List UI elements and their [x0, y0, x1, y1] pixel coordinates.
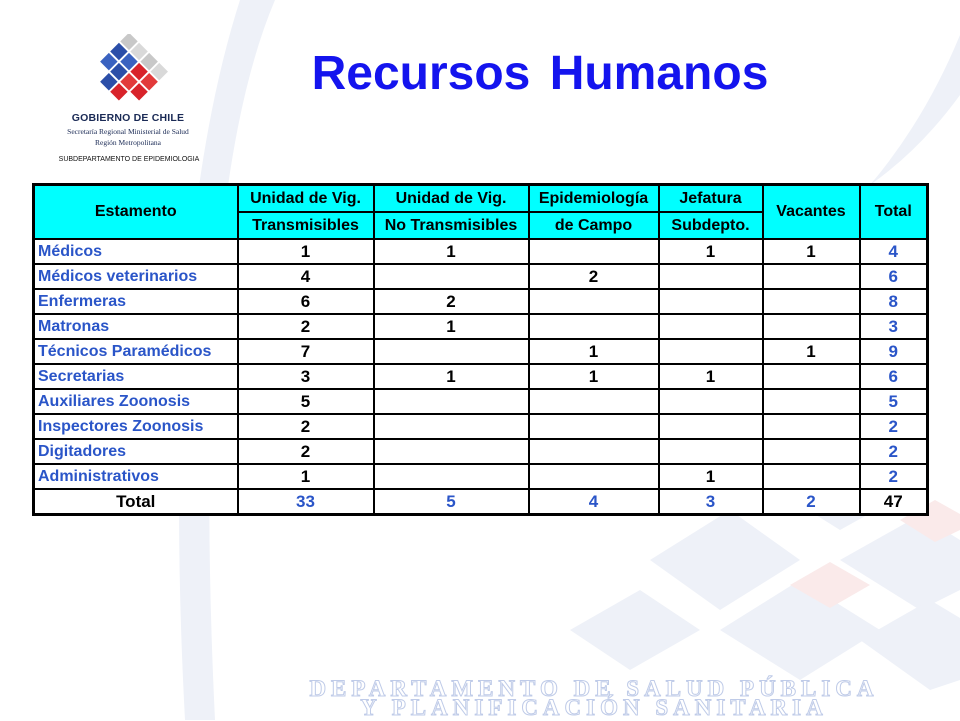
- row-value-cell: [763, 389, 860, 414]
- row-label: Médicos: [34, 239, 238, 264]
- row-value-cell: 1: [659, 239, 763, 264]
- row-label: Administrativos: [34, 464, 238, 489]
- table-row: [34, 389, 928, 414]
- header-total: Total: [860, 185, 928, 240]
- row-value-cell: [374, 464, 529, 489]
- row-total-cell: 8: [860, 289, 928, 314]
- row-value-cell: 1: [659, 364, 763, 389]
- total-value-cell: 4: [529, 489, 659, 515]
- header-unidad-no-transmisibles-line2: No Transmisibles: [374, 212, 529, 239]
- table-row: [34, 289, 928, 314]
- logo-subtitle-secretaria: Secretaría Regional Ministerial de Salud: [67, 127, 189, 136]
- row-value-cell: 2: [238, 414, 374, 439]
- table-row: [34, 314, 928, 339]
- row-value-cell: 1: [374, 314, 529, 339]
- row-value-cell: 1: [238, 464, 374, 489]
- row-value-cell: [529, 414, 659, 439]
- row-value-cell: [374, 264, 529, 289]
- row-value-cell: [529, 289, 659, 314]
- row-total-cell: 2: [860, 464, 928, 489]
- row-value-cell: [659, 264, 763, 289]
- row-value-cell: [529, 239, 659, 264]
- row-value-cell: [529, 314, 659, 339]
- header-epidemiologia-line2: de Campo: [529, 212, 659, 239]
- row-value-cell: [374, 414, 529, 439]
- row-value-cell: [763, 364, 860, 389]
- row-label: Matronas: [34, 314, 238, 339]
- row-value-cell: 1: [529, 364, 659, 389]
- row-value-cell: 2: [238, 439, 374, 464]
- row-value-cell: 1: [374, 239, 529, 264]
- row-value-cell: [763, 264, 860, 289]
- footer-department-line1: DEPARTAMENTO DE SALUD PÚBLICA: [309, 676, 879, 701]
- row-value-cell: [529, 439, 659, 464]
- logo-title: GOBIERNO DE CHILE: [71, 112, 185, 124]
- row-value-cell: 6: [238, 289, 374, 314]
- table-row: [34, 264, 928, 289]
- total-row-label: Total: [34, 489, 238, 515]
- row-label: Secretarias: [34, 364, 238, 389]
- header-unidad-no-transmisibles-line1: Unidad de Vig.: [374, 185, 529, 213]
- row-value-cell: 7: [238, 339, 374, 364]
- row-label: Inspectores Zoonosis: [34, 414, 238, 439]
- row-value-cell: 1: [529, 339, 659, 364]
- table-row: [34, 464, 928, 489]
- row-total-cell: 5: [860, 389, 928, 414]
- table-row: [34, 339, 928, 364]
- page-title: Recursos Humanos: [311, 47, 769, 100]
- row-value-cell: [763, 314, 860, 339]
- row-value-cell: [659, 339, 763, 364]
- human-resources-table: [32, 183, 929, 516]
- header-epidemiologia-line1: Epidemiología: [529, 185, 659, 213]
- row-value-cell: [374, 339, 529, 364]
- total-value-cell: 33: [238, 489, 374, 515]
- header-jefatura-line1: Jefatura: [659, 185, 763, 213]
- row-value-cell: 1: [659, 464, 763, 489]
- row-value-cell: 2: [238, 314, 374, 339]
- table-row: [34, 364, 928, 389]
- row-total-cell: 3: [860, 314, 928, 339]
- row-label: Médicos veterinarios: [34, 264, 238, 289]
- row-value-cell: 2: [529, 264, 659, 289]
- row-value-cell: 1: [763, 339, 860, 364]
- row-value-cell: [763, 464, 860, 489]
- row-value-cell: [763, 289, 860, 314]
- footer-department-line2: Y PLANIFICACIÓN SANITARIA: [360, 695, 828, 720]
- row-total-cell: 2: [860, 439, 928, 464]
- row-value-cell: [659, 314, 763, 339]
- row-value-cell: [659, 439, 763, 464]
- header-vacantes: Vacantes: [763, 185, 860, 240]
- row-value-cell: [763, 439, 860, 464]
- total-value-cell: 2: [763, 489, 860, 515]
- total-value-cell: 5: [374, 489, 529, 515]
- header-unidad-transmisibles-line1: Unidad de Vig.: [238, 185, 374, 213]
- chile-government-logo-icon: [84, 34, 174, 112]
- row-value-cell: [529, 389, 659, 414]
- row-value-cell: [659, 389, 763, 414]
- row-label: Técnicos Paramédicos: [34, 339, 238, 364]
- row-value-cell: [374, 439, 529, 464]
- row-value-cell: 4: [238, 264, 374, 289]
- row-value-cell: 1: [374, 364, 529, 389]
- row-value-cell: [763, 414, 860, 439]
- row-value-cell: [659, 414, 763, 439]
- row-value-cell: 1: [238, 239, 374, 264]
- table-row: [34, 439, 928, 464]
- row-value-cell: 2: [374, 289, 529, 314]
- header-unidad-transmisibles-line2: Transmisibles: [238, 212, 374, 239]
- grand-total-cell: 47: [860, 489, 928, 515]
- row-total-cell: 6: [860, 264, 928, 289]
- total-value-cell: 3: [659, 489, 763, 515]
- row-value-cell: 1: [763, 239, 860, 264]
- row-label: Digitadores: [34, 439, 238, 464]
- row-value-cell: 5: [238, 389, 374, 414]
- header-estamento: Estamento: [34, 185, 238, 240]
- table-row: [34, 414, 928, 439]
- row-total-cell: 9: [860, 339, 928, 364]
- row-total-cell: 4: [860, 239, 928, 264]
- table-total-row: [34, 489, 928, 515]
- row-value-cell: [374, 389, 529, 414]
- logo-subtitle-region: Región Metropolitana: [94, 138, 162, 147]
- table-header-row: [34, 185, 928, 213]
- row-label: Auxiliares Zoonosis: [34, 389, 238, 414]
- table-row: [34, 239, 928, 264]
- row-value-cell: [659, 289, 763, 314]
- row-value-cell: [529, 464, 659, 489]
- row-total-cell: 6: [860, 364, 928, 389]
- row-total-cell: 2: [860, 414, 928, 439]
- logo-gobierno-de-chile: [64, 32, 192, 156]
- row-value-cell: 3: [238, 364, 374, 389]
- header-jefatura-line2: Subdepto.: [659, 212, 763, 239]
- subdepartment-label: SUBDEPARTAMENTO DE EPIDEMIOLOGIA: [58, 156, 200, 163]
- row-label: Enfermeras: [34, 289, 238, 314]
